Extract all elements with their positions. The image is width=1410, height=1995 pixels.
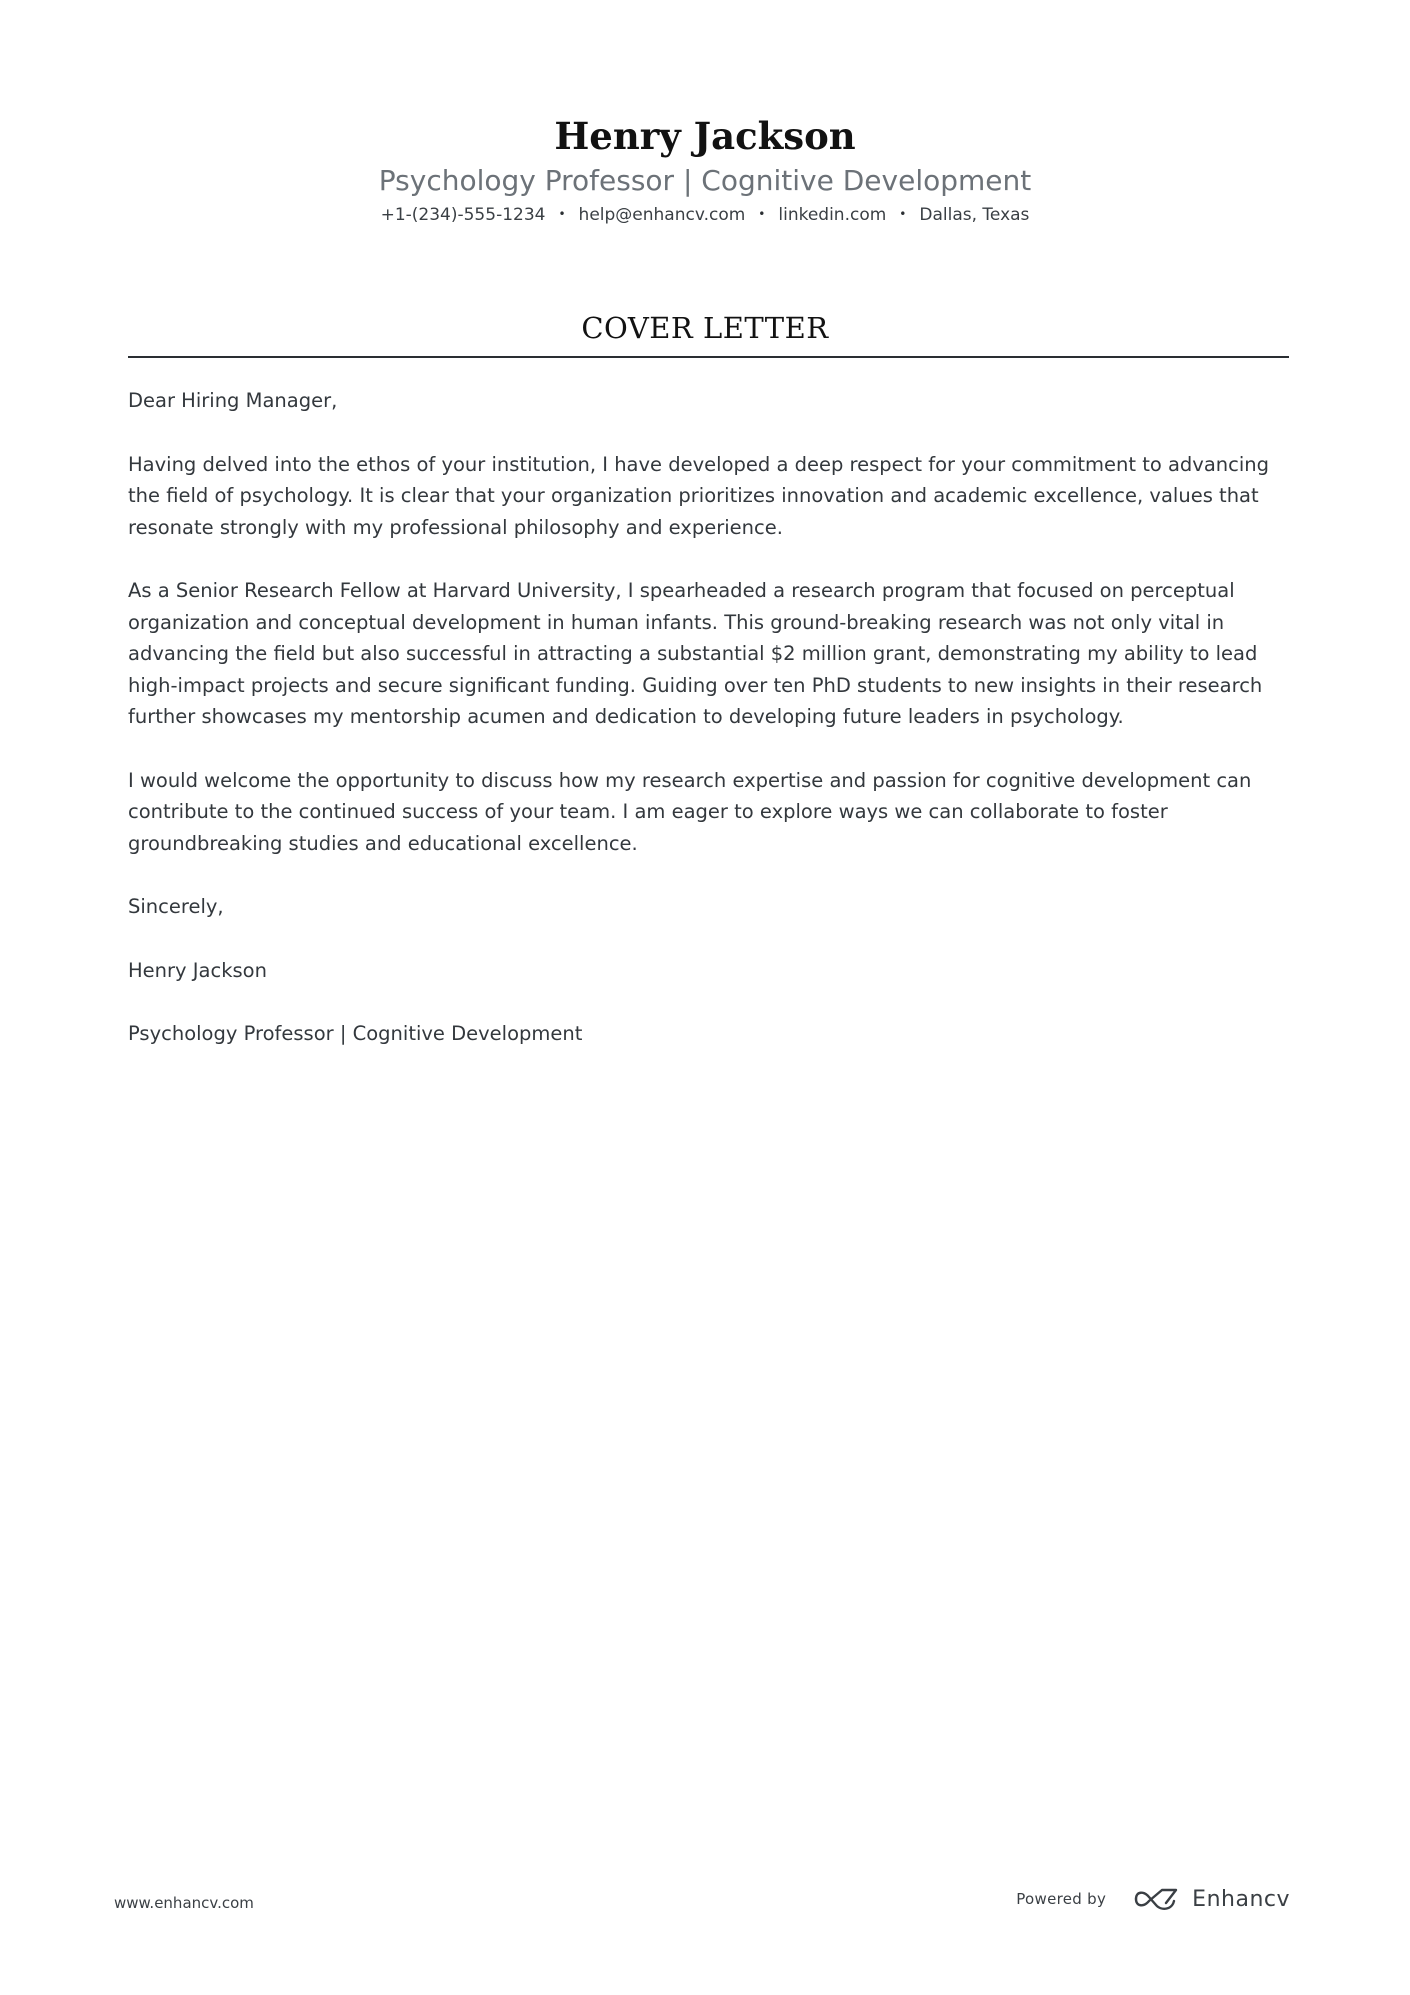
section-title: COVER LETTER — [581, 311, 829, 345]
signature-title: Psychology Professor | Cognitive Development — [128, 1022, 583, 1045]
contact-linkedin: linkedin.com — [778, 205, 887, 225]
enhancv-brand-name: Enhancv — [1192, 1886, 1290, 1912]
enhancv-logo-icon — [1132, 1886, 1180, 1912]
resume-header — [0, 112, 1410, 227]
letter-paragraph: As a Senior Research Fellow at Harvard University, I spearheaded a research program that focused on perceptual organization and conceptual development in human infants. This ground-breaking research was not only vital in advancing the field but also successful in attracting a substantial $2 million grant, demonstrating my ability to lead high-impact projects and secure significant funding. Guiding over ten PhD students to new insights in their research further showcases my mentorship acumen and dedication to developing future leaders in psychology. — [128, 579, 1263, 728]
footer-branding[interactable] — [1016, 1886, 1290, 1912]
letter-greeting: Dear Hiring Manager, — [128, 389, 338, 412]
section-divider — [128, 356, 1289, 358]
powered-by-label: Powered by — [1016, 1890, 1107, 1908]
contact-separator: • — [558, 207, 566, 221]
contact-location: Dallas, Texas — [919, 205, 1030, 225]
letter-paragraph: I would welcome the opportunity to discuss how my research expertise and passion for cognitive development can contribute to the continued success of your team. I am eager to explore ways we can collaborate to foster groundbreaking studies and educational excellence. — [128, 768, 1252, 855]
contact-email: help@enhancv.com — [578, 205, 746, 225]
contact-separator: • — [758, 207, 766, 221]
letter-closing: Sincerely, — [128, 895, 224, 918]
footer-website-link[interactable]: www.enhancv.com — [114, 1894, 254, 1912]
candidate-name: Henry Jackson — [554, 114, 856, 158]
signature-name: Henry Jackson — [128, 958, 267, 982]
letter-body — [128, 385, 1289, 1082]
contact-separator: • — [899, 207, 907, 221]
contact-phone: +1-(234)-555-1234 — [380, 205, 546, 225]
letter-paragraph: Having delved into the ethos of your institution, I have developed a deep respect for your commitment to advancing the field of psychology. It is clear that your organization prioritizes innovation and academic excellence, values that resonate strongly with my professional philosophy and experience. — [128, 452, 1270, 539]
candidate-headline: Psychology Professor | Cognitive Development — [378, 164, 1032, 197]
contact-info — [0, 202, 1410, 227]
